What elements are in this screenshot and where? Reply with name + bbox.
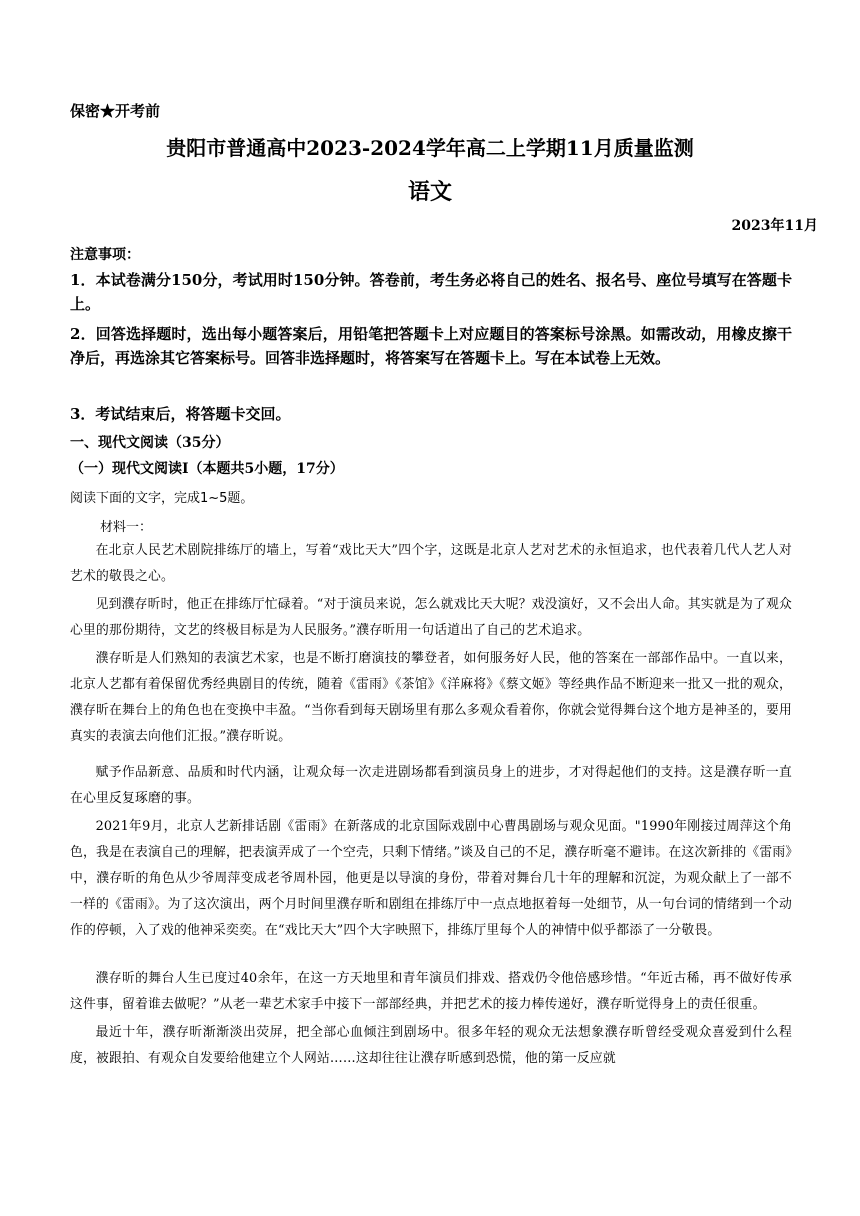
section-subtitle: （一）现代文阅读Ⅰ（本题共5小题，17分） bbox=[70, 461, 344, 477]
reading-instruction: 阅读下面的文字，完成1~5题。 bbox=[70, 491, 254, 506]
material-paragraph: 最近十年，濮存昕渐渐淡出荧屏，把全部心血倾注到剧场中。很多年轻的观众无法想象濮存昕曾经受观众喜爱到什么程度，被跟拍、有观众自发要给他建立个人网站……这却往往让濮存昕感到恐慌，他的第一反应就 bbox=[70, 1025, 792, 1066]
notice-heading: 注意事项： bbox=[70, 247, 140, 263]
material-paragraph: 在北京人民艺术剧院排练厅的墙上，写着“戏比天大”四个字，这既是北京人艺对艺术的永恒追求，也代表着几代人艺人对艺术的敬畏之心。 bbox=[70, 543, 792, 584]
exam-date: 2023年11月 bbox=[731, 218, 818, 234]
material-paragraph: 濮存昕是人们熟知的表演艺术家，也是不断打磨演技的攀登者，如何服务好人民，他的答案在一部部作品中。一直以来，北京人艺都有着保留优秀经典剧目的传统，随着《雷雨》《茶馆》《洋麻将》《蔡文姬》等经典作品不断迎来一批又一批的观众，濮存昕在舞台上的角色也在变换中丰盈。“当你看到每天剧场里有那么多观众看着你，你就会觉得舞台这个地方是神圣的，要用真实的表演去向他们汇报。”濮存昕说。 bbox=[70, 651, 792, 744]
section-title: 一、现代文阅读（35分） bbox=[70, 435, 230, 451]
notice-item: 1．本试卷满分150分，考试用时150分钟。答卷前，考生务必将自己的姓名、报名号、座位号填写在答题卡上。 bbox=[70, 271, 792, 313]
exam-title: 贵阳市普通高中2023-2024学年高二上学期11月质量监测 bbox=[166, 136, 694, 160]
confidential-label: 保密★开考前 bbox=[70, 102, 161, 120]
notice-item: 2．回答选择题时，选出每小题答案后，用铅笔把答题卡上对应题目的答案标号涂黑。如需改动，用橡皮擦干净后，再选涂其它答案标号。回答非选择题时，将答案写在答题卡上。写在本试卷上无效。 bbox=[70, 325, 792, 367]
material-paragraph: 赋予作品新意、品质和时代内涵，让观众每一次走进剧场都看到演员身上的进步，才对得起他们的支持。这是濮存昕一直在心里反复琢磨的事。 bbox=[70, 765, 792, 806]
notice-item: 3．考试结束后，将答题卡交回。 bbox=[70, 405, 291, 423]
subject-title: 语文 bbox=[407, 179, 452, 205]
material-paragraph: 见到濮存昕时，他正在排练厅忙碌着。“对于演员来说，怎么就戏比天大呢？戏没演好，又不会出人命。其实就是为了观众心里的那份期待，文艺的终极目标是为人民服务。”濮存昕用一句话道出了自己的艺术追求。 bbox=[70, 597, 792, 638]
material-paragraph: 濮存昕的舞台人生已度过40余年，在这一方天地里和青年演员们排戏、搭戏仍令他倍感珍惜。“年近古稀，再不做好传承这件事，留着谁去做呢？”从老一辈艺术家手中接下一部部经典，并把艺术的接力棒传递好，濮存昕觉得身上的责任很重。 bbox=[70, 971, 792, 1012]
material-label: 材料一： bbox=[100, 520, 153, 535]
material-paragraph: 2021年9月，北京人艺新排话剧《雷雨》在新落成的北京国际戏剧中心曹禺剧场与观众见面。"1990年刚接过周萍这个角色，我是在表演自己的理解，把表演弄成了一个空壳，只剩下情绪。”谈及自己的不足，濮存昕毫不避讳。在这次新排的《雷雨》中，濮存昕的角色从少爷周萍变成老爷周朴园，他更是以导演的身份，带着对舞台几十年的理解和沉淀，为观众献上了一部不一样的《雷雨》。为了这次演出，两个月时间里濮存昕和剧组在排练厅中一点点地抠着每一处细节，从一句台词的情绪到一个动作的停顿，入了戏的他神采奕奕。在“戏比天大”四个大字映照下，排练厅里每个人的神情中似乎都添了一分敬畏。 bbox=[70, 819, 792, 938]
